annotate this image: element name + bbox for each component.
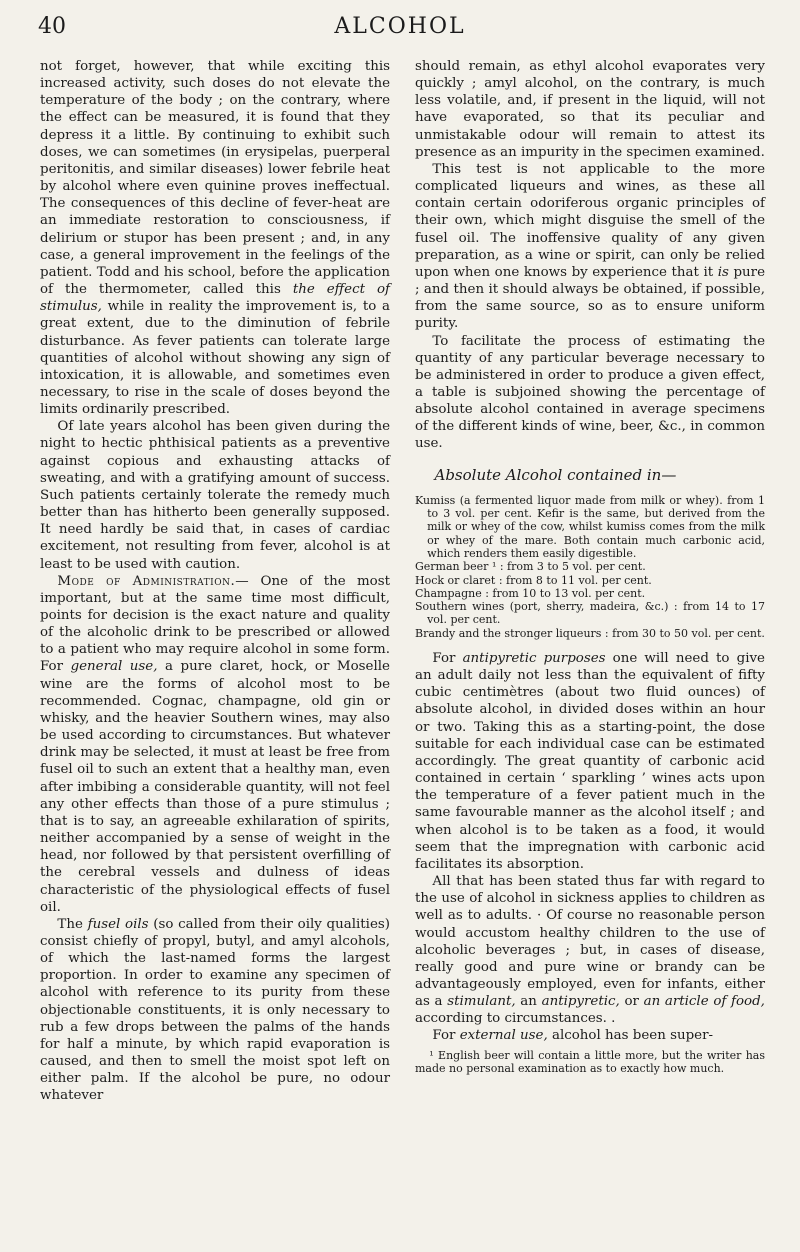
paragraph: All that has been stated thus far with regard to the use of alcohol in sickness applies to children as well as to adults. · Of course no reasonable person would accustom healthy children to the use of alcoholic beverages ; but, in cases of disease, really good and pure wine or brandy can be advantageously employed, even for infants, either as a stimulant, an antipyretic, or an article of food, according to circumstances. . <box>415 874 765 1027</box>
alcohol-table <box>415 494 765 640</box>
table-row: Champagne : from 10 to 13 vol. per cent. <box>415 586 646 600</box>
paragraph: not forget, however, that while exciting this increased activity, such doses do not elevate the temperature of the body ; on the contrary, where the effect can be measured, it is found that they depress it a little. By continuing to exhibit such doses, we can sometimes (in erysipelas, puerperal peritonitis, and similar diseases) lower febrile heat by alcohol where even quinine proves ineffectual. The consequences of this decline of fever-heat are an immediate restoration to consciousness, if delirium or stupor has been present ; and, in any case, a general improvement in the feelings of the patient. Todd and his school, before the application of the thermometer, called this the effect of stimulus, while in reality the improvement is, to a great extent, due to the diminution of febrile disturbance. As fever patients can tolerate large quantities of alcohol without showing any sign of intoxication, it is allowable, and sometimes even necessary, to rise in the scale of doses beyond the limits ordinarily prescribed. <box>40 59 391 418</box>
table-row: German beer ¹ : from 3 to 5 vol. per cent. <box>415 560 646 574</box>
left-column <box>40 58 390 1105</box>
section-heading: Mode of Administration.— <box>57 573 250 589</box>
paragraph: should remain, as ethyl alcohol evaporates very quickly ; amyl alcohol, on the contrary, is much less volatile, and, if present in the liquid, will not have evaporated, so that its peculiar and unmistakable odour will remain to attest its presence as an impurity in the specimen examined. <box>415 59 765 160</box>
table-heading: Absolute Alcohol contained in— <box>434 465 677 484</box>
paragraph: The fusel oils (so called from their oily qualities) consist chiefly of propyl, butyl, and amyl alcohols, of which the last-named forms the largest proportion. In order to examine any specimen of alcohol with reference to its purity from these objectionable constituents, it is only necessary to rub a few drops between the palms of the hands for half a minute, by which rapid evaporation is caused, and then to smell the moist spot left on either palm. If the alcohol be pure, no odour whatever <box>40 916 390 1104</box>
paragraph: For external use, alcohol has been super- <box>432 1028 713 1044</box>
running-title: ALCOHOL <box>334 14 466 39</box>
table-row: Southern wines (port, sherry, madeira, &c.) : from 14 to 17 vol. per cent. <box>415 600 765 627</box>
page-header <box>38 14 762 48</box>
paragraph: Mode of Administration.— One of the most important, but at the same time most difficult, points for decision is the exact nature and quality of the alcoholic drink to be prescribed or allowed to a patient who may require alcohol in some form. For general use, a pure claret, hock, or Moselle wine are the forms of alcohol most to be recommended. Cognac, champagne, old gin or whisky, and the heavier Southern wines, may also be used according to circumstances. But whatever drink may be selected, it must at least be free from fusel oil to such an extent that a healthy man, even after imbibing a considerable quantity, will not feel any other effects than those of a pure stimulus ; that is to say, an agreeable exhilaration of spirits, neither accompanied by a sense of weight in the head, nor followed by that persistent overfilling of the cerebral vessels and dulness of ideas characteristic of the physiological effects of fusel oil. <box>40 573 390 915</box>
paragraph: Of late years alcohol has been given during the night to hectic phthisical patients as a preventive against copious and exhausting attacks of sweating, and with a gratifying amount of success. Such patients certainly tolerate the remedy much better than has hitherto been generally supposed. It need hardly be said that, in cases of cardiac excitement, not resulting from fever, alcohol is at least to be used with caution. <box>40 419 390 572</box>
paragraph: To facilitate the process of estimating the quantity of any particular beverage necessary to be administered in order to produce a given effect, a table is subjoined showing the percentage of absolute alcohol contained in average specimens of the different kinds of wine, beer, &c., in common use. <box>415 333 765 452</box>
page-number: 40 <box>38 14 66 39</box>
table-row: Hock or claret : from 8 to 11 vol. per cent. <box>415 573 652 587</box>
footnote: ¹ English beer will contain a little more, but the writer has made no personal examination as to exactly how much. <box>415 1048 765 1075</box>
paragraph: This test is not applicable to the more complicated liqueurs and wines, as these all contain certain odoriferous organic principles of their own, which might disguise the smell of the fusel oil. The inoffensive quality of any given preparation, as a wine or spirit, can only be relied upon when one knows by experience that it is pure ; and then it should always be obtained, if possible, from the same source, so as to ensure uniform purity. <box>415 161 766 332</box>
table-row: Kumiss (a fermented liquor made from milk or whey). from 1 to 3 vol. per cent. Kefir is the same, but derived from the milk or whey of the cow, whilst kumiss comes from the milk or whey of the mare. Both contain much carbonic acid, which renders them easily digestible. <box>415 493 765 560</box>
paragraph: For antipyretic purposes one will need to give an adult daily not less than the equivalent of fifty cubic centimètres (about two fluid ounces) of absolute alcohol, in divided doses within an hour or two. Taking this as a starting-point, the dose suitable for each individual case can be estimated accordingly. The great quantity of carbonic acid contained in certain ‘ sparkling ’ wines acts upon the temperature of a fever patient much in the same favourable manner as the alcohol itself ; and when alcohol is to be taken as a food, it would seem that the impregnation with carbonic acid facilitates its absorption. <box>415 651 765 872</box>
right-column <box>415 58 765 1075</box>
table-row: Brandy and the stronger liqueurs : from 30 to 50 vol. per cent. <box>415 626 765 640</box>
